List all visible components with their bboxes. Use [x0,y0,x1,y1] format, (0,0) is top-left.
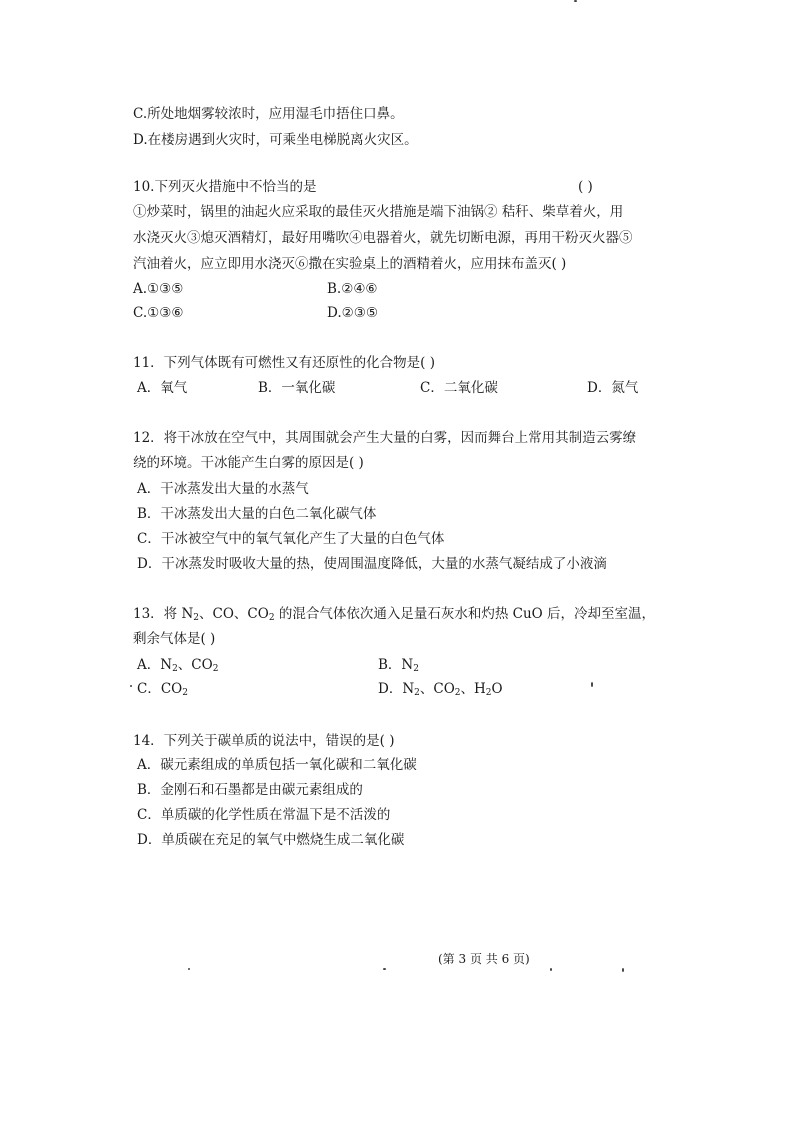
q13-opt-a-pre: A．N [137,657,173,673]
q11-stem: 11．下列气体既有可燃性又有还原性的化合物是( ) [133,355,436,371]
q10-option-d: D.②③⑤ [327,305,378,321]
scan-speck [383,968,386,970]
q13-sub-2b: 2 [268,613,275,623]
q9-option-c: C.所处地烟雾较浓时，应用湿毛巾捂住口鼻。 [133,106,404,122]
q13-option-b [378,655,419,675]
q13-opt-c-pre: C．CO [137,681,183,697]
q14-option-c: C．单质碳的化学性质在常温下是不活泼的 [137,807,391,823]
scan-speck [591,682,593,687]
q13-opt-d-post: O [491,681,503,697]
q13-stem-line1 [133,604,655,624]
q12-stem-line2: 绕的环境。干冰能产生白雾的原因是( ) [133,455,364,471]
q9-option-d: D.在楼房遇到火灾时，可乘坐电梯脱离火灾区。 [133,132,418,148]
q12-option-b: B．干冰蒸发出大量的白色二氧化碳气体 [137,506,377,522]
scan-speck [550,968,552,971]
q10-body-line1: ①炒菜时，锅里的油起火应采取的最佳灭火措施是端下油锅② 秸秆、柴草着火，用 [133,204,624,220]
q13-opt-d-sub3: 2 [485,688,492,698]
q13-stem-line2: 剩余气体是( ) [133,631,216,647]
q13-opt-b-pre: B．N [378,657,414,673]
q13-opt-a-sub1: 2 [172,664,178,674]
q10-answer-paren: ( ) [578,179,593,195]
q12-option-d: D．干冰蒸发时吸收大量的热，使周围温度降低，大量的水蒸气凝结成了小液滴 [137,556,607,572]
q11-option-d: D．氮气 [587,380,639,396]
scan-speck [188,968,190,970]
scan-speck [574,0,577,2]
q13-stem-pre: 13．将 N [133,606,194,622]
q13-option-c [137,679,188,699]
q13-opt-c-sub1: 2 [182,688,188,698]
q13-opt-d-sub2: 2 [454,688,461,698]
q13-option-d [378,679,503,699]
q13-opt-a-mid: 、CO [177,657,213,673]
q10-body-line2: 水浇灭火③熄灭酒精灯，最好用嘴吹④电器着火，就先切断电源，再用干粉灭火器⑤ [133,230,633,246]
q11-option-c: C．二氧化碳 [420,380,498,396]
q10-stem: 10.下列灭火措施中不恰当的是 [133,179,317,195]
q10-option-c: C.①③⑥ [133,305,184,321]
q10-body-line3: 汽油着火，应立即用水浇灭⑥撒在实验桌上的酒精着火，应用抹布盖灭( ) [133,256,567,272]
q11-option-a: A．氧气 [137,380,188,396]
q12-option-a: A．干冰蒸发出大量的水蒸气 [137,481,309,497]
q14-option-b: B．金刚石和石墨都是由碳元素组成的 [137,782,363,798]
q13-opt-d-mid1: 、CO [419,681,455,697]
q12-stem-line1: 12．将干冰放在空气中，其周围就会产生大量的白雾，因而舞台上常用其制造云雾缭 [133,430,637,446]
q13-opt-d-pre: D．N [378,681,415,697]
q13-opt-a-sub2: 2 [212,664,219,674]
scan-speck [622,968,624,972]
q13-stem-post: 的混合气体依次通入足量石灰水和灼热 CuO 后，冷却至室温， [274,606,656,622]
q14-option-d: D．单质碳在充足的氧气中燃烧生成二氧化碳 [137,832,405,848]
q11-option-b: B．一氧化碳 [258,380,336,396]
q14-option-a: A．碳元素组成的单质包括一氧化碳和二氧化碳 [137,757,417,773]
q12-option-c: C．干冰被空气中的氧气氧化产生了大量的白色气体 [137,531,445,547]
q10-option-a: A.①③⑤ [133,281,184,297]
scan-speck [130,685,132,687]
q13-stem-mid1: 、CO、CO [199,606,269,622]
q13-opt-d-mid2: 、H [460,681,486,697]
page-number-footer: (第 3 页 共 6 页) [438,952,530,966]
q14-stem: 14．下列关于碳单质的说法中，错误的是( ) [133,733,395,749]
q10-option-b: B.②④⑥ [327,281,378,297]
q13-sub-2a: 2 [193,613,200,623]
q13-opt-b-sub1: 2 [413,664,419,674]
q13-opt-d-sub1: 2 [414,688,420,698]
q13-option-a [137,655,218,675]
